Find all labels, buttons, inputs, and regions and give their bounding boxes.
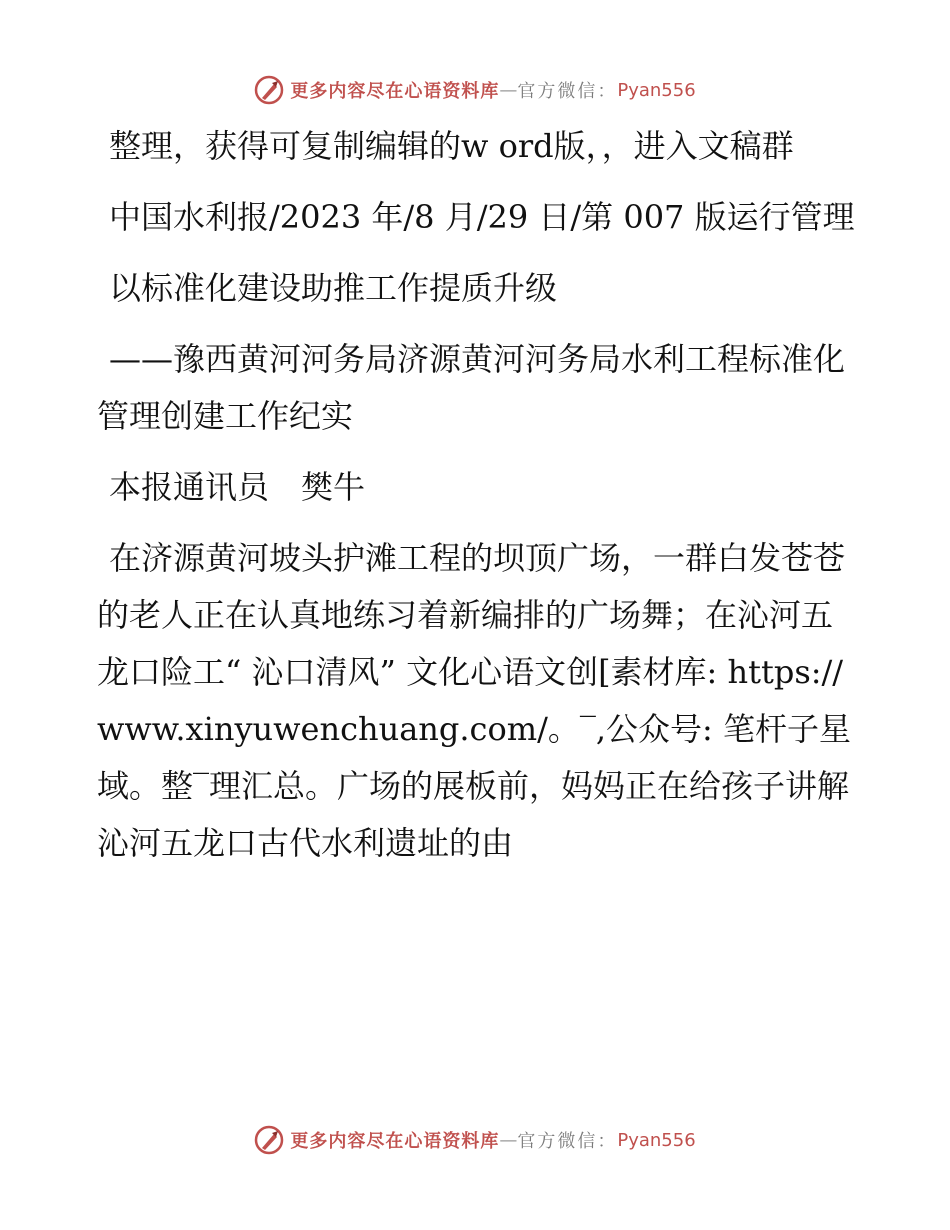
banner-separator: — <box>499 79 518 101</box>
byline: 本报通讯员 樊牛 <box>109 468 366 506</box>
document-body <box>97 118 857 872</box>
banner-wechat-label: 官方微信： <box>517 81 618 102</box>
banner-wechat-id: Pyan556 <box>617 79 696 101</box>
banner-brand-text: 更多内容尽在心语资料库 <box>290 81 500 102</box>
banner-brand-text: 更多内容尽在心语资料库 <box>290 1131 500 1152</box>
header-watermark-banner <box>0 70 950 110</box>
quill-circle-icon <box>254 75 284 105</box>
footer-watermark-banner <box>0 1120 950 1160</box>
banner-wechat-id: Pyan556 <box>617 1129 696 1151</box>
intro-paragraph: 整理，获得可复制编辑的w ord版，，进入文稿群 <box>109 127 794 165</box>
quill-circle-icon <box>254 1125 284 1155</box>
source-line: 中国水利报/2023 年/8 月/29 日/第 007 版运行管理 <box>109 198 855 236</box>
body-paragraph: 在济源黄河坡头护滩工程的坝顶广场，一群白发苍苍的老人正在认真地练习着新编排的广场舞；在沁河五龙口险工“ 沁口清风” 文化心语文创[素材库: https://www.xinyuwenchuang.com/。‾,公众号: 笔杆子星域。整‾理汇总。广场的展板前，妈妈正在给孩子讲解沁河五龙口古代水利遗址的由 <box>97 539 851 862</box>
banner-wechat-label: 官方微信： <box>517 1131 618 1152</box>
banner-separator: — <box>499 1129 518 1151</box>
article-subtitle: ——豫西黄河河务局济源黄河河务局水利工程标准化管理创建工作纪实 <box>97 340 846 435</box>
article-title: 以标准化建设助推工作提质升级 <box>109 269 558 307</box>
